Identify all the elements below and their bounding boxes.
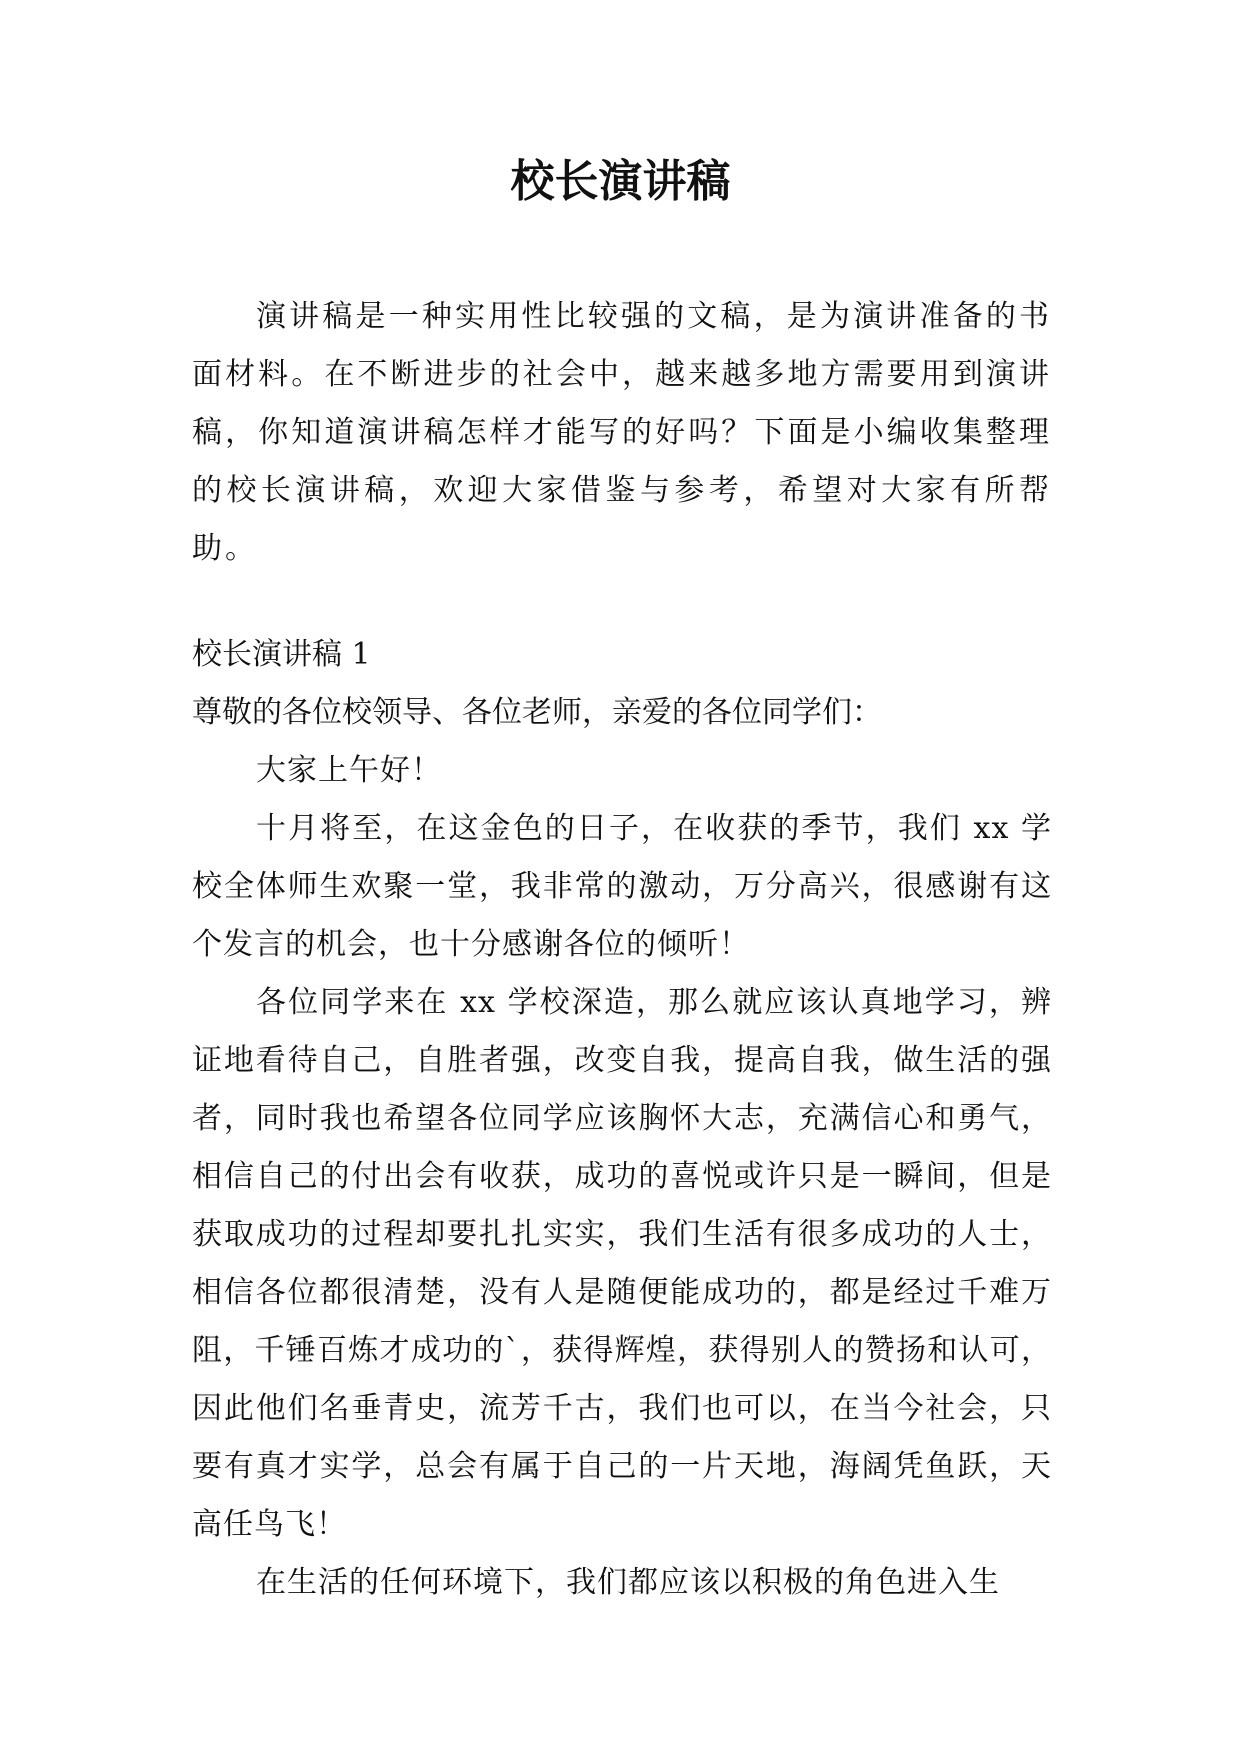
body-paragraph-3: 在生活的任何环境下，我们都应该以积极的角色进入生 [256,1565,1000,1600]
body-paragraph-1: 十月将至，在这金色的日子，在收获的季节，我们 xx 学校全体师生欢聚一堂，我非常的激动，万分高兴，很感谢有这个发言的机会，也十分感谢各位的倾听！ [192,811,1052,962]
body-paragraph-greeting: 大家上午好！ [256,753,442,788]
section-heading: 校长演讲稿 1 [192,637,371,672]
body-paragraph-2: 各位同学来在 xx 学校深造，那么就应该认真地学习，辨证地看待自己，自胜者强，改变自我，提高自我，做生活的强者，同时我也希望各位同学应该胸怀大志，充满信心和勇气，相信自己的付出会有收获，成功的喜悦或许只是一瞬间，但是获取成功的过程却要扎扎实实，我们生活有很多成功的人士，相信各位都很清楚，没有人是随便能成功的，都是经过千难万阻，千锤百炼才成功的`，获得辉煌，获得别人的赞扬和认可，因此他们名垂青史，流芳千古，我们也可以，在当今社会，只要有真才实学，总会有属于自己的一片天地，海阔凭鱼跃，天高任鸟飞！ [192,985,1052,1542]
intro-paragraph: 演讲稿是一种实用性比较强的文稿，是为演讲准备的书面材料。在不断进步的社会中，越来越多地方需要用到演讲稿，你知道演讲稿怎样才能写的好吗？下面是小编收集整理的校长演讲稿，欢迎大家借鉴与参考，希望对大家有所帮助。 [192,299,1052,566]
salutation: 尊敬的各位校领导、各位老师，亲爱的各位同学们： [192,695,882,730]
document-title: 校长演讲稿 [510,156,731,207]
document-body [192,288,1052,1612]
